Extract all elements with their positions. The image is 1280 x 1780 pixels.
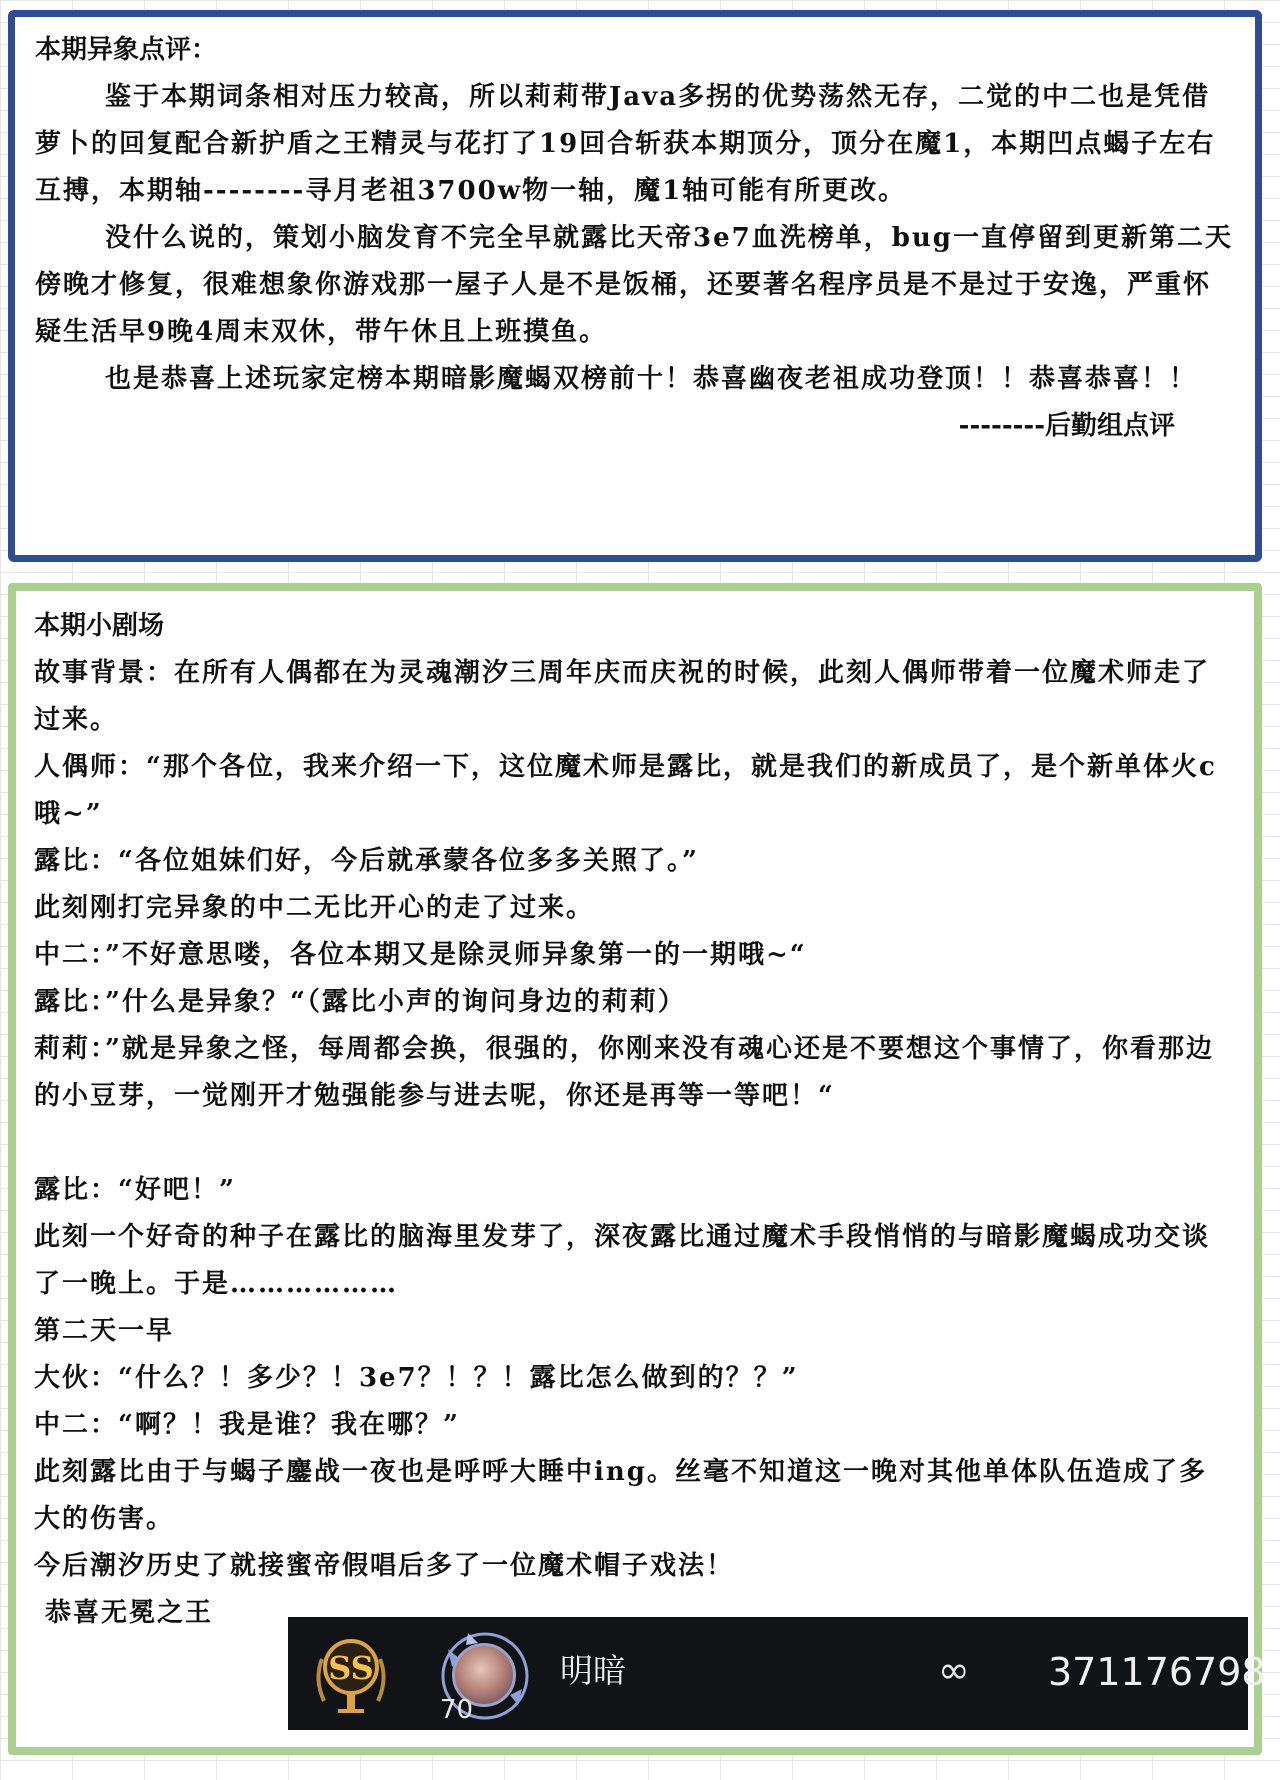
infinity-icon: ∞ xyxy=(938,1648,970,1692)
review-panel xyxy=(8,10,1262,562)
player-name: 明暗 xyxy=(560,1651,626,1690)
theater-line-zhonger-2: 中二：“啊？！我是谁？我在哪？” xyxy=(34,1410,460,1440)
theater-panel xyxy=(8,583,1262,1755)
theater-blank-line xyxy=(34,1120,1234,1167)
review-paragraph-1: 鉴于本期词条相对压力较高，所以莉莉带Java多拐的优势荡然无存，二觉的中二也是凭借萝卜的回复配合新护盾之王精灵与花打了19回合斩获本期顶分，顶分在魔1，本期凹点蝎子左右互搏，本期轴--------寻月老祖3700w物一轴，魔1轴可能有所更改。 xyxy=(35,82,1216,206)
review-paragraph-3: 也是恭喜上述玩家定榜本期暗影魔蝎双榜前十！恭喜幽夜老祖成功登顶！！恭喜恭喜！！ xyxy=(105,364,1198,394)
player-score: 371176798 xyxy=(1048,1650,1266,1694)
theater-line-background: 故事背景：在所有人偶都在为灵魂潮汐三周年庆而庆祝的时候，此刻人偶师带着一位魔术师走了过来。 xyxy=(34,658,1211,735)
theater-line-ending: 今后潮汐历史了就接蜜帝假唱后多了一位魔术帽子戏法！ xyxy=(34,1551,735,1581)
review-paragraph-2: 没什么说的，策划小脑发育不完全早就露比天帝3e7血洗榜单，bug一直停留到更新第二天傍晚才修复，很难想象你游戏那一屋子人是不是饭桶，还要著名程序员是不是过于安逸，严重怀疑生活早9晚4周末双休，带午休且上班摸鱼。 xyxy=(35,223,1233,347)
theater-line-narration-1: 此刻刚打完异象的中二无比开心的走了过来。 xyxy=(34,893,595,923)
theater-line-next-morning: 第二天一早 xyxy=(34,1316,175,1346)
theater-line-congrats: 恭喜无冕之王 xyxy=(34,1598,214,1628)
theater-line-ruby-question: 露比：”什么是异象？“（露比小声的询问身边的莉莉） xyxy=(34,987,686,1017)
theater-line-narration-3: 此刻露比由于与蝎子鏖战一夜也是呼呼大睡中ing。丝毫不知道这一晚对其他单体队伍造成了多大的伤害。 xyxy=(34,1457,1207,1534)
theater-line-ruby-ok: 露比：“好吧！” xyxy=(34,1175,236,1205)
review-signature: --------后勤组点评 xyxy=(958,411,1175,441)
theater-line-everyone: 大伙：“什么？！多少？！3e7？！？！露比怎么做到的？？” xyxy=(34,1363,799,1393)
theater-line-puppeteer: 人偶师：“那个各位，我来介绍一下，这位魔术师是露比，就是我们的新成员了，是个新单体火c哦~” xyxy=(34,752,1217,829)
svg-text:SS: SS xyxy=(328,1649,374,1687)
review-title: 本期异象点评： xyxy=(35,35,218,65)
theater-line-ruby-greeting: 露比：“各位姐妹们好，今后就承蒙各位多多关照了。” xyxy=(34,846,699,876)
ss-rank-badge-icon xyxy=(310,1629,392,1717)
player-level: 70 xyxy=(440,1695,474,1725)
theater-title: 本期小剧场 xyxy=(34,611,165,641)
theater-line-lily: 莉莉：”就是异象之怪，每周都会换，很强的，你刚来没有魂心还是不要想这个事情了，你看那边的小豆芽，一觉刚开才勉强能参与进去呢，你还是再等一等吧！“ xyxy=(34,1034,1214,1111)
rank-entry xyxy=(288,1617,1266,1730)
theater-line-narration-2: 此刻一个好奇的种子在露比的脑海里发芽了，深夜露比通过魔术手段悄悄的与暗影魔蝎成功交谈了一晚上。于是……………… xyxy=(34,1222,1211,1299)
theater-line-zhonger-1: 中二：”不好意思喽，各位本期又是除灵师异象第一的一期哦~“ xyxy=(34,940,807,970)
